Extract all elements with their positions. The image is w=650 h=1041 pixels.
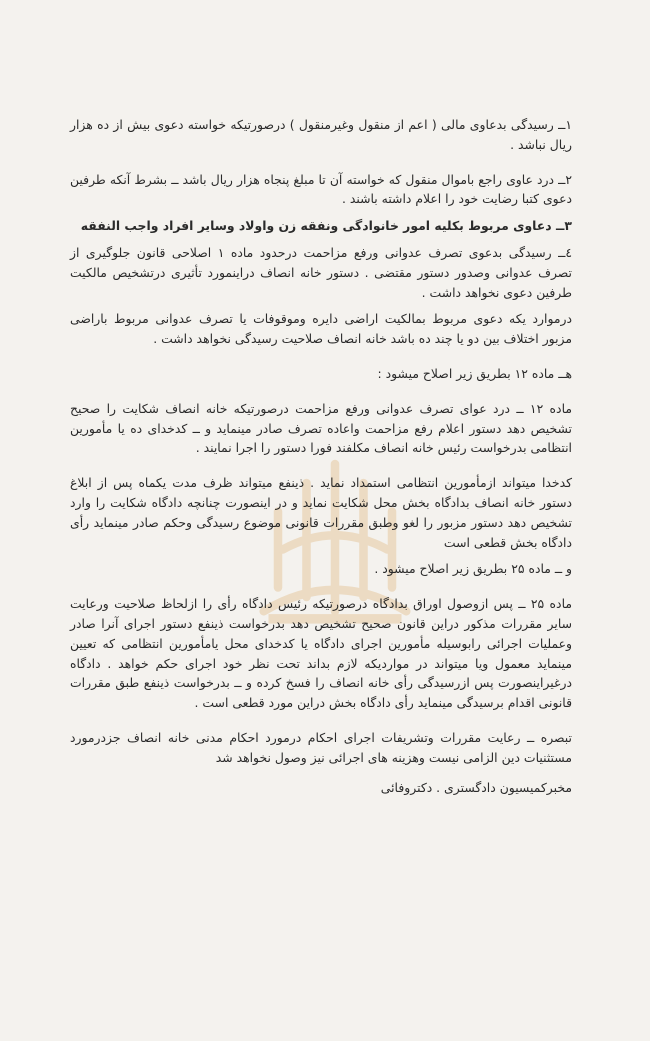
clause-2: ۲ــ درد عاوی راجع باموال منقول که خواسته آن تا مبلغ پنجاه هزار ریال باشد ــ بشرط آنکه طرفین دعوی کتبا رضایت خود را اعلام داشته باشند . bbox=[70, 171, 572, 207]
article-12: ماده ۱۲ ــ درد عوای تصرف عدوانی ورفع مزاحمت درصورتیکه خانه انصاف شکایت را صحیح تشخیص دهد دستور اعلام رفع مزاحمت واعاده تصرف صادر مینماید و ــ کدخدای ده یا مأمورین انتظامی بدرخواست رئیس خانه انصاف مکلفند فورا دستور را اجرا نمایند . bbox=[70, 400, 572, 456]
clause-4: ٤ــ رسیدگی بدعوی تصرف عدوانی ورفع مزاحمت درحدود ماده ۱ اصلاحی قانون جلوگیری از تصرف عدوانی وصدور دستور مقتضی . دستور خانه انصاف دراینمورد تأثیری درتشخیص مالکیت طرفین دعوی نخواهد داشت . bbox=[70, 244, 572, 300]
amendment-he-heading: هــ ماده ۱۲ بطریق زیر اصلاح میشود : bbox=[377, 365, 572, 381]
article-25: ماده ۲۵ ــ پس ازوصول اوراق بدادگاه درصورتیکه رئیس دادگاه رأی را ازلحاظ صلاحیت ورعایت سایر مقررات مذکور دراین قانون صحیح تشخیص دهد بدرخواست ذینفع دستور اجرای آنرا صادر وعملیات اجرائی رابوسیله مأمورین اجرای دادگاه یا کدخدای محل یامأمورین انتظامی که تعیین مینماید معمول ویا میتواند در مواردیکه لازم بداند تحت نظر خود اجرای حکم خواهد . دادگاه درغیراینصورت پس ازرسیدگی رأی خانه انصاف را فسخ کرده و ــ بدرخواست ذینفع طبق مقررات قانونی اقدام برسیدگی مینماید رأی دادگاه بخش دراین مورد قطعی است . bbox=[70, 596, 572, 711]
article-12-continuation: کدخدا میتواند ازمأمورین انتظامی استمداد نماید . ذینفع میتواند ظرف مدت یکماه پس از ابلاغ دستور خانه انصاف بدادگاه بخش محل شکایت نماید و در اینصورت چنانچه دادگاه شکایت را وارد تشخیص دهد دستور مزبور را لغو وطبق مقررات قانونی موضوع رسیدگی وحکم صادر مینماید رأی دادگاه بخش قطعی است bbox=[70, 475, 572, 550]
signature-line: مخبرکمیسیون دادگستری . دکتروفائی bbox=[380, 779, 572, 795]
note-tabsareh: تبصره ــ رعایت مقررات وتشریفات اجرای احکام درمورد احکام مدنی خانه انصاف جزدرمورد مستثنیات دین الزامی نیست وهزینه های اجرائی نیز وصول نخواهد شد bbox=[70, 729, 572, 765]
document-body bbox=[70, 115, 572, 797]
amendment-vav-heading: و ــ ماده ۲۵ بطریق زیر اصلاح میشود . bbox=[374, 561, 572, 577]
clause-4-continuation: درموارد یکه دعوی مربوط بمالکیت اراضی دایره وموقوفات یا تصرف عدوانی مربوط باراضی مزبور اختلاف بین دو یا چند ده باشد خانه انصاف صلاحیت رسیدگی نخواهد داشت . bbox=[70, 311, 572, 347]
clause-3: ۳ــ دعاوی مربوط بکلیه امور خانوادگی ونفقه زن واولاد وسایر افراد واجب النفقه bbox=[80, 218, 572, 234]
clause-1: ۱ــ رسیدگی بدعاوی مالی ( اعم از منقول وغیرمنقول ) درصورتیکه خواسته دعوی بیش از ده هزار ریال نباشد . bbox=[70, 117, 572, 152]
